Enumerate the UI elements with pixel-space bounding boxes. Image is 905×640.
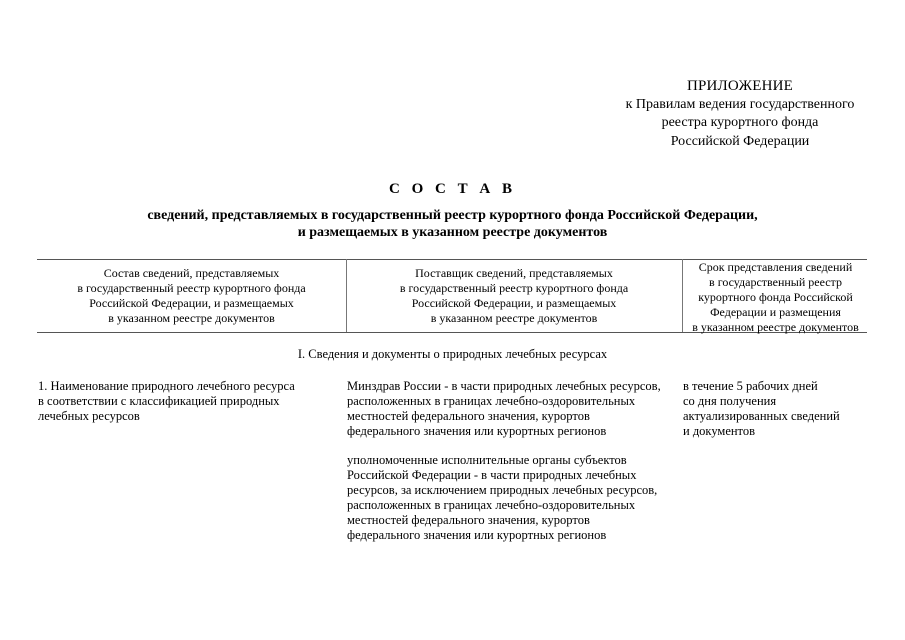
header-line: в указанном реестре документов [108,311,275,325]
appendix-line: к Правилам ведения государственного [625,96,855,112]
table-header-provider [347,266,681,326]
cell-line: и документов [683,424,756,438]
cell-line: ресурсов, за исключением природных лечебных ресурсов, [347,483,658,497]
cell-line: Минздрав России - в части природных лечебных ресурсов, [347,379,661,393]
cell-line: уполномоченные исполнительные органы субъектов [347,453,627,467]
table-header-deadline [683,260,868,335]
header-line: в указанном реестре документов [692,320,859,334]
cell-line: федерального значения или курортных регионов [347,424,607,438]
header-line: курортного фонда Российской [698,290,853,304]
row-1-provider-federal [347,379,677,439]
appendix-block [590,77,890,151]
header-line: Срок представления сведений [698,260,853,274]
header-line: Российской Федерации, и размещаемых [89,296,294,310]
header-line: Федерации и размещения [710,305,841,319]
document-title: С О С Т А В [389,181,516,197]
cell-line: актуализированных сведений [683,409,840,423]
header-line: Поставщик сведений, представляемых [415,266,613,280]
appendix-title: ПРИЛОЖЕНИЕ [686,78,794,94]
cell-line: в соответствии с классификацией природных [38,394,280,408]
header-line: в государственный реестр курортного фонда [399,281,629,295]
row-1-deadline [683,379,873,439]
subtitle-line: и размещаемых в указанном реестре документов [297,225,608,240]
subtitle-line: сведений, представляемых в государственный реестр курортного фонда Российской Федерации, [147,208,758,223]
cell-line: федерального значения или курортных регионов [347,528,607,542]
cell-line: местностей федерального значения, курортов [347,409,590,423]
header-line: Состав сведений, представляемых [103,266,280,280]
cell-line: местностей федерального значения, курортов [347,513,590,527]
cell-line: 1. Наименование природного лечебного ресурса [38,379,295,393]
row-1-provider-regional [347,453,682,543]
cell-line: Российской Федерации - в части природных лечебных [347,468,637,482]
appendix-line: Российской Федерации [670,133,810,149]
header-line: в государственный реестр [709,275,842,289]
document-subtitle [90,207,815,241]
appendix-line: реестра курортного фонда [661,115,819,130]
header-line: в государственный реестр курортного фонда [77,281,306,295]
row-1-composition [38,379,338,424]
cell-line: расположенных в границах лечебно-оздоровительных [347,498,636,512]
cell-line: расположенных в границах лечебно-оздоровительных [347,394,636,408]
cell-line: лечебных ресурсов [38,409,140,423]
cell-line: со дня получения [683,394,777,408]
header-line: в указанном реестре документов [430,311,598,325]
header-line: Российской Федерации, и размещаемых [411,296,617,310]
table-header-composition [38,266,345,326]
section-title: I. Сведения и документы о природных лечебных ресурсах [297,347,608,361]
cell-line: в течение 5 рабочих дней [683,379,818,393]
